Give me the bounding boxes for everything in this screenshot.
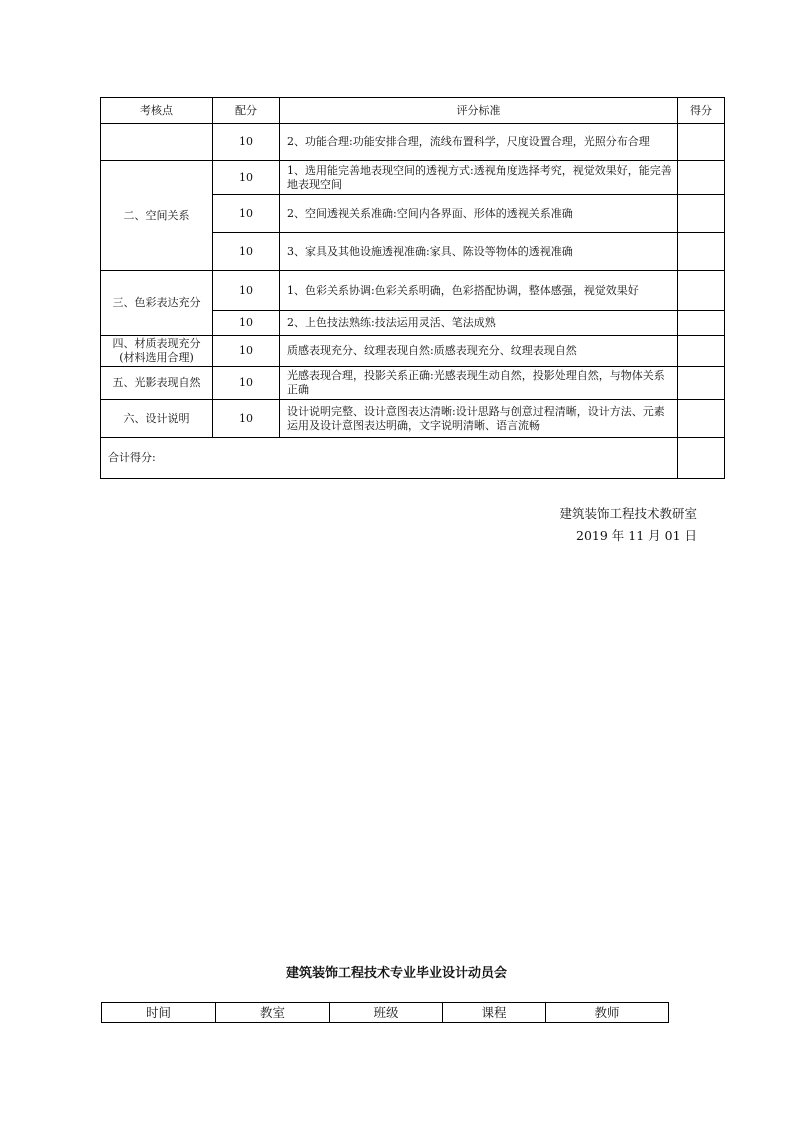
point-space-relation: 二、空间关系 [101, 161, 213, 271]
total-score-label: 合计得分: [101, 438, 678, 479]
footer-organization: 建筑装饰工程技术教研室 [559, 506, 697, 521]
got-cell[interactable] [678, 311, 725, 336]
total-row [101, 438, 725, 479]
total-score-cell[interactable] [678, 438, 725, 479]
score-cell: 10 [213, 400, 280, 438]
table-row [101, 400, 725, 438]
score-cell: 10 [213, 161, 280, 195]
criteria-cell: 2、上色技法熟练:技法运用灵活、笔法成熟 [280, 311, 678, 336]
table-row [101, 161, 725, 195]
criteria-cell: 3、家具及其他设施透视准确:家具、陈设等物体的透视准确 [280, 233, 678, 271]
point-material-expression [101, 336, 213, 367]
schedule-header-row [102, 1003, 669, 1023]
criteria-cell: 2、功能合理:功能安排合理，流线布置科学，尺度设置合理，光照分布合理 [280, 124, 678, 161]
score-cell: 10 [213, 195, 280, 233]
footer-date: 2019 年 11 月 01 日 [576, 528, 697, 543]
schedule-header-time: 时间 [102, 1003, 216, 1023]
got-cell[interactable] [678, 124, 725, 161]
point-cell-empty [101, 124, 213, 161]
score-cell: 10 [213, 271, 280, 311]
schedule-title: 建筑装饰工程技术专业毕业设计动员会 [285, 966, 507, 981]
point-color-expression: 三、色彩表达充分 [101, 271, 213, 336]
point-light-shadow: 五、光影表现自然 [101, 367, 213, 400]
got-cell[interactable] [678, 367, 725, 400]
point-material-line2: (材料选用合理) [119, 351, 194, 364]
criteria-cell: 2、空间透视关系准确:空间内各界面、形体的透视关系准确 [280, 195, 678, 233]
table-row [101, 367, 725, 400]
table-row [101, 271, 725, 311]
got-cell[interactable] [678, 336, 725, 367]
score-cell: 10 [213, 336, 280, 367]
table-header-row [101, 98, 725, 124]
criteria-cell: 1、选用能完善地表现空间的透视方式:透视角度选择考究，视觉效果好，能完善地表现空间 [280, 161, 678, 195]
point-material-line1: 四、材质表现充分 [112, 337, 201, 350]
got-cell[interactable] [678, 195, 725, 233]
criteria-cell: 质感表现充分、纹理表现自然:质感表现充分、纹理表现自然 [280, 336, 678, 367]
schedule-header-course: 课程 [443, 1003, 546, 1023]
table-row [101, 336, 725, 367]
score-table [100, 97, 725, 479]
criteria-cell: 光感表现合理，投影关系正确:光感表现生动自然，投影处理自然，与物体关系正确 [280, 367, 678, 400]
header-criteria: 评分标准 [280, 98, 678, 124]
score-cell: 10 [213, 124, 280, 161]
got-cell[interactable] [678, 233, 725, 271]
criteria-cell: 设计说明完整、设计意图表达清晰:设计思路与创意过程清晰，设计方法、元素运用及设计意图表达明确，文字说明清晰、语言流畅 [280, 400, 678, 438]
header-score: 配分 [213, 98, 280, 124]
criteria-cell: 1、色彩关系协调:色彩关系明确，色彩搭配协调，整体感强，视觉效果好 [280, 271, 678, 311]
got-cell[interactable] [678, 271, 725, 311]
header-got: 得分 [678, 98, 725, 124]
got-cell[interactable] [678, 400, 725, 438]
table-row [101, 124, 725, 161]
schedule-header-teacher: 教师 [546, 1003, 669, 1023]
score-cell: 10 [213, 311, 280, 336]
schedule-table [101, 1002, 669, 1023]
point-design-notes: 六、设计说明 [101, 400, 213, 438]
schedule-header-class: 班级 [330, 1003, 443, 1023]
schedule-header-classroom: 教室 [216, 1003, 330, 1023]
score-cell: 10 [213, 233, 280, 271]
header-point: 考核点 [101, 98, 213, 124]
got-cell[interactable] [678, 161, 725, 195]
score-cell: 10 [213, 367, 280, 400]
